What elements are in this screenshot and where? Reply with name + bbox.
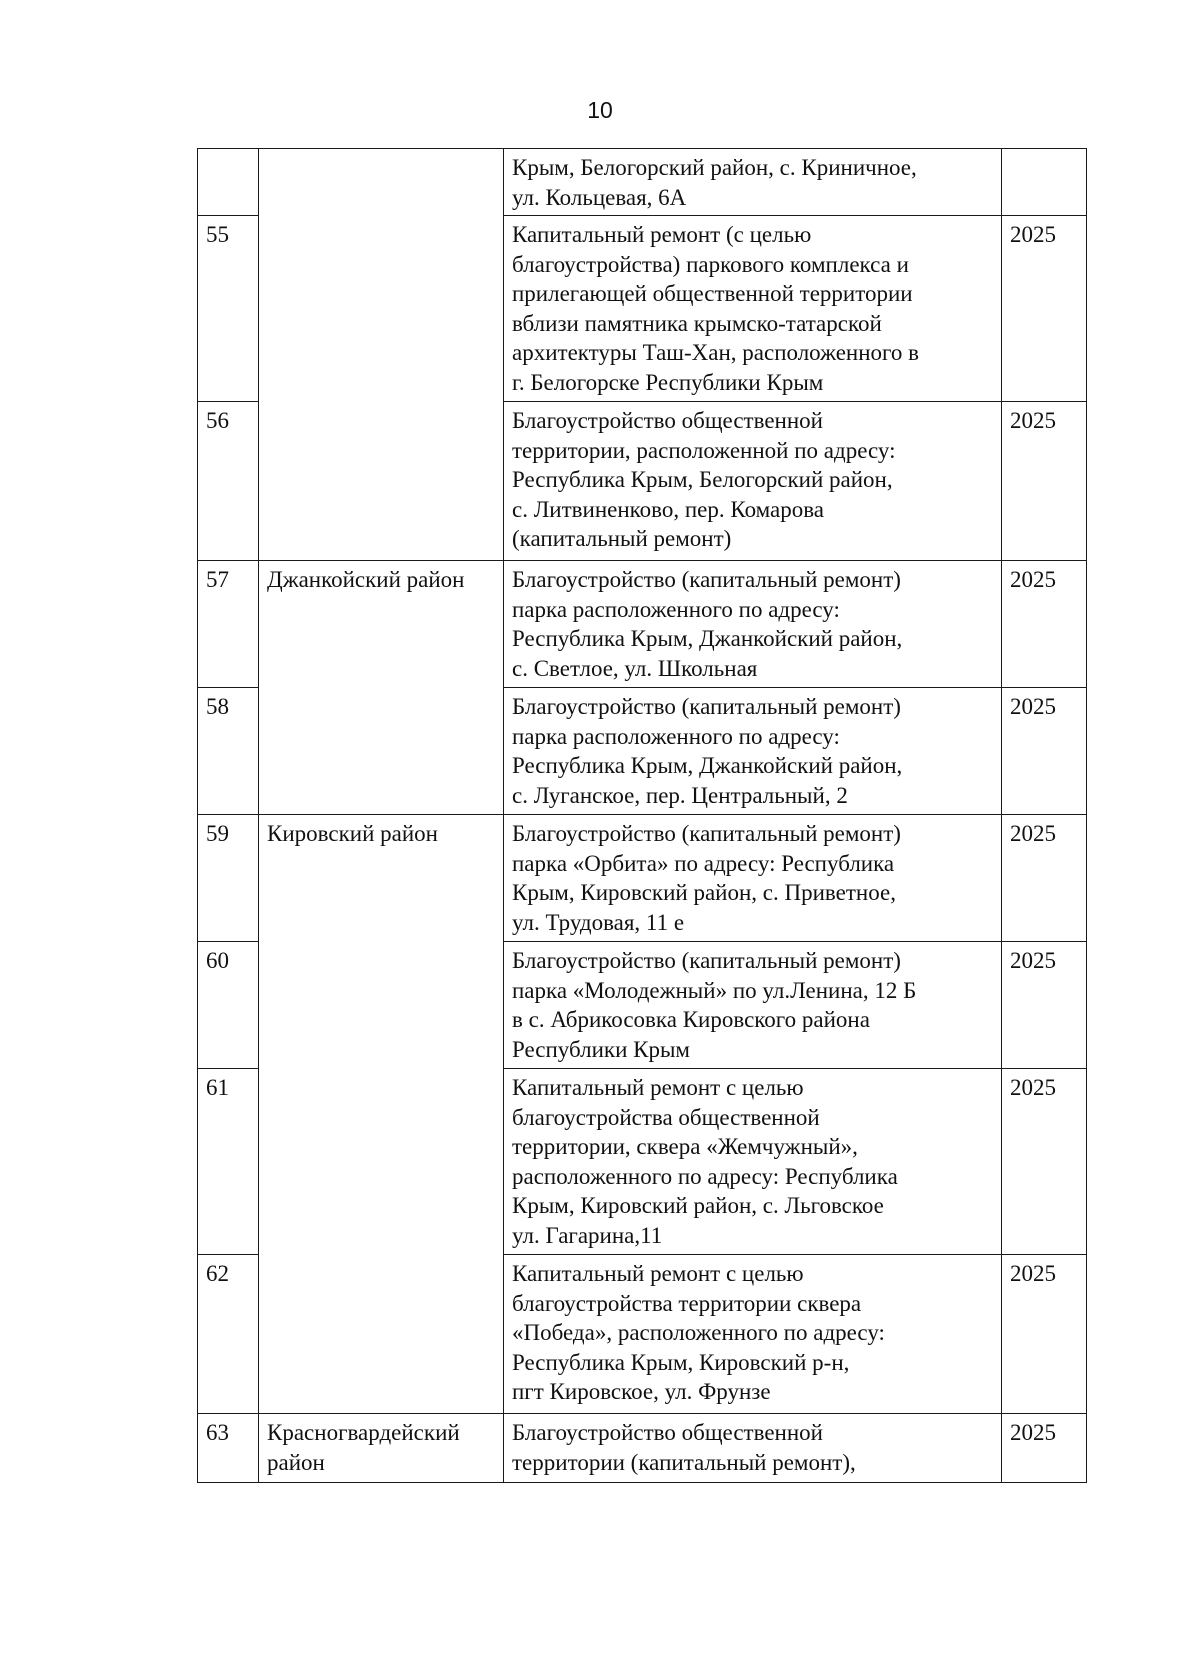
page-number: 10 (587, 97, 613, 123)
description-cell: Благоустройство общественной территории (капитальный ремонт), (504, 1414, 1002, 1483)
year-cell: 2025 (1002, 942, 1087, 1069)
year-cell: 2025 (1002, 561, 1087, 688)
description-cell: Благоустройство (капитальный ремонт) парка расположенного по адресу: Республика Крым, Джанкойский район, с. Светлое, ул. Школьная (504, 561, 1002, 688)
description-cell: Крым, Белогорский район, с. Криничное, ул. Кольцевая, 6А (504, 149, 1002, 216)
year-cell: 2025 (1002, 688, 1087, 815)
description-cell: Капитальный ремонт с целью благоустройства общественной территории, сквера «Жемчужный», расположенного по адресу: Республика Крым, Кировский район, с. Льговское ул. Гагарина,11 (504, 1069, 1002, 1255)
table-row (198, 1414, 1087, 1483)
row-number-cell: 59 (198, 815, 259, 942)
row-number-cell: 57 (198, 561, 259, 688)
description-cell: Благоустройство (капитальный ремонт) парка «Орбита» по адресу: Республика Крым, Кировский район, с. Приветное, ул. Трудовая, 11 е (504, 815, 1002, 942)
year-cell: 2025 (1002, 1414, 1087, 1483)
description-cell: Капитальный ремонт с целью благоустройства территории сквера «Победа», расположенного по адресу: Республика Крым, Кировский р-н, пгт Кировское, ул. Фрунзе (504, 1255, 1002, 1414)
year-cell: 2025 (1002, 1069, 1087, 1255)
year-cell (1002, 149, 1087, 216)
objects-table (197, 148, 1087, 1483)
row-number-cell (198, 149, 259, 216)
district-cell: Кировский район (259, 815, 504, 1414)
description-cell: Благоустройство общественной территории, расположенной по адресу: Республика Крым, Белогорский район, с. Литвиненково, пер. Комарова (капитальный ремонт) (504, 402, 1002, 561)
row-number-cell: 61 (198, 1069, 259, 1255)
table-row (198, 149, 1087, 216)
description-cell: Благоустройство (капитальный ремонт) парка «Молодежный» по ул.Ленина, 12 Б в с. Абрикосовка Кировского района Республики Крым (504, 942, 1002, 1069)
table-row (198, 561, 1087, 688)
year-cell: 2025 (1002, 815, 1087, 942)
row-number-cell: 60 (198, 942, 259, 1069)
year-cell: 2025 (1002, 1255, 1087, 1414)
year-cell: 2025 (1002, 402, 1087, 561)
row-number-cell: 58 (198, 688, 259, 815)
description-cell: Капитальный ремонт (с целью благоустройства) паркового комплекса и прилегающей общественной территории вблизи памятника крымско-татарской архитектуры Таш-Хан, расположенного в г. Белогорске Республики Крым (504, 216, 1002, 402)
row-number-cell: 62 (198, 1255, 259, 1414)
row-number-cell: 56 (198, 402, 259, 561)
district-cell: Красногвардейский район (259, 1414, 504, 1483)
district-cell (259, 149, 504, 561)
year-cell: 2025 (1002, 216, 1087, 402)
description-cell: Благоустройство (капитальный ремонт) парка расположенного по адресу: Республика Крым, Джанкойский район, с. Луганское, пер. Центральный, 2 (504, 688, 1002, 815)
row-number-cell: 63 (198, 1414, 259, 1483)
row-number-cell: 55 (198, 216, 259, 402)
district-cell: Джанкойский район (259, 561, 504, 815)
table-row (198, 815, 1087, 942)
